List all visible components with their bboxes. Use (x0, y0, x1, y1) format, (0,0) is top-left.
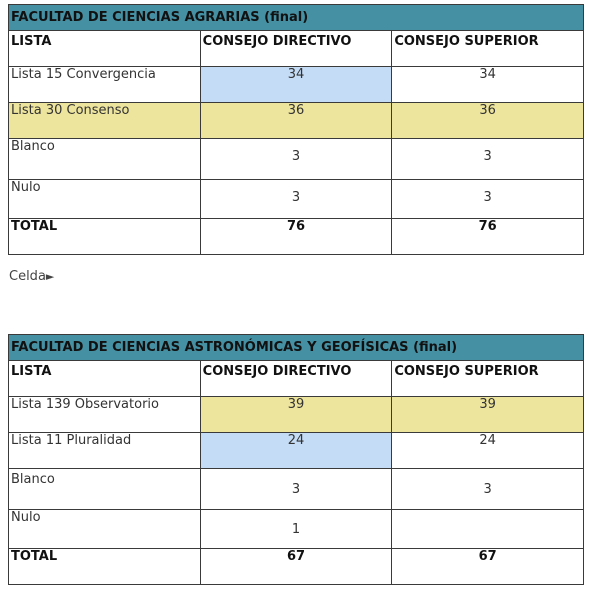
table-row (9, 433, 584, 469)
row-lista: Lista 30 Consenso (9, 103, 201, 139)
total-label: TOTAL (9, 219, 201, 255)
header-lista: LISTA (9, 31, 201, 67)
row-superior: 36 (392, 103, 584, 139)
table-row (9, 510, 584, 549)
row-lista: Nulo (9, 180, 201, 219)
row-directivo: 39 (200, 397, 392, 433)
row-directivo: 3 (200, 469, 392, 510)
results-table-agrarias (8, 4, 584, 255)
row-superior: 3 (392, 469, 584, 510)
play-arrow-icon: ► (45, 270, 55, 283)
row-lista: Lista 15 Convergencia (9, 67, 201, 103)
celda-link[interactable] (9, 269, 54, 284)
header-consejo-directivo: CONSEJO DIRECTIVO (200, 31, 392, 67)
table-title-row (9, 335, 584, 361)
header-consejo-superior: CONSEJO SUPERIOR (392, 361, 584, 397)
row-superior: 34 (392, 67, 584, 103)
table-title: FACULTAD DE CIENCIAS ASTRONÓMICAS Y GEOFÍSICAS (final) (9, 335, 584, 361)
table-header-row (9, 361, 584, 397)
row-directivo: 1 (200, 510, 392, 549)
table-title: FACULTAD DE CIENCIAS AGRARIAS (final) (9, 5, 584, 31)
row-directivo: 3 (200, 139, 392, 180)
row-lista: Blanco (9, 139, 201, 180)
row-lista: Blanco (9, 469, 201, 510)
table-row (9, 67, 584, 103)
total-directivo: 76 (200, 219, 392, 255)
row-superior: 24 (392, 433, 584, 469)
table-total-row (9, 549, 584, 585)
row-directivo: 36 (200, 103, 392, 139)
total-superior: 76 (392, 219, 584, 255)
total-directivo: 67 (200, 549, 392, 585)
header-consejo-superior: CONSEJO SUPERIOR (392, 31, 584, 67)
celda-link-label: Celda (9, 269, 46, 284)
table-row (9, 180, 584, 219)
table-row (9, 397, 584, 433)
row-lista: Lista 139 Observatorio (9, 397, 201, 433)
row-superior: 3 (392, 139, 584, 180)
total-label: TOTAL (9, 549, 201, 585)
header-consejo-directivo: CONSEJO DIRECTIVO (200, 361, 392, 397)
row-superior: 3 (392, 180, 584, 219)
table-header-row (9, 31, 584, 67)
table-total-row (9, 219, 584, 255)
table-title-row (9, 5, 584, 31)
row-superior: 39 (392, 397, 584, 433)
table-row (9, 469, 584, 510)
row-directivo: 24 (200, 433, 392, 469)
row-directivo: 34 (200, 67, 392, 103)
row-directivo: 3 (200, 180, 392, 219)
row-lista: Lista 11 Pluralidad (9, 433, 201, 469)
row-superior (392, 510, 584, 549)
table-row (9, 103, 584, 139)
table-row (9, 139, 584, 180)
header-lista: LISTA (9, 361, 201, 397)
results-table-astronomicas (8, 334, 584, 585)
row-lista: Nulo (9, 510, 201, 549)
total-superior: 67 (392, 549, 584, 585)
